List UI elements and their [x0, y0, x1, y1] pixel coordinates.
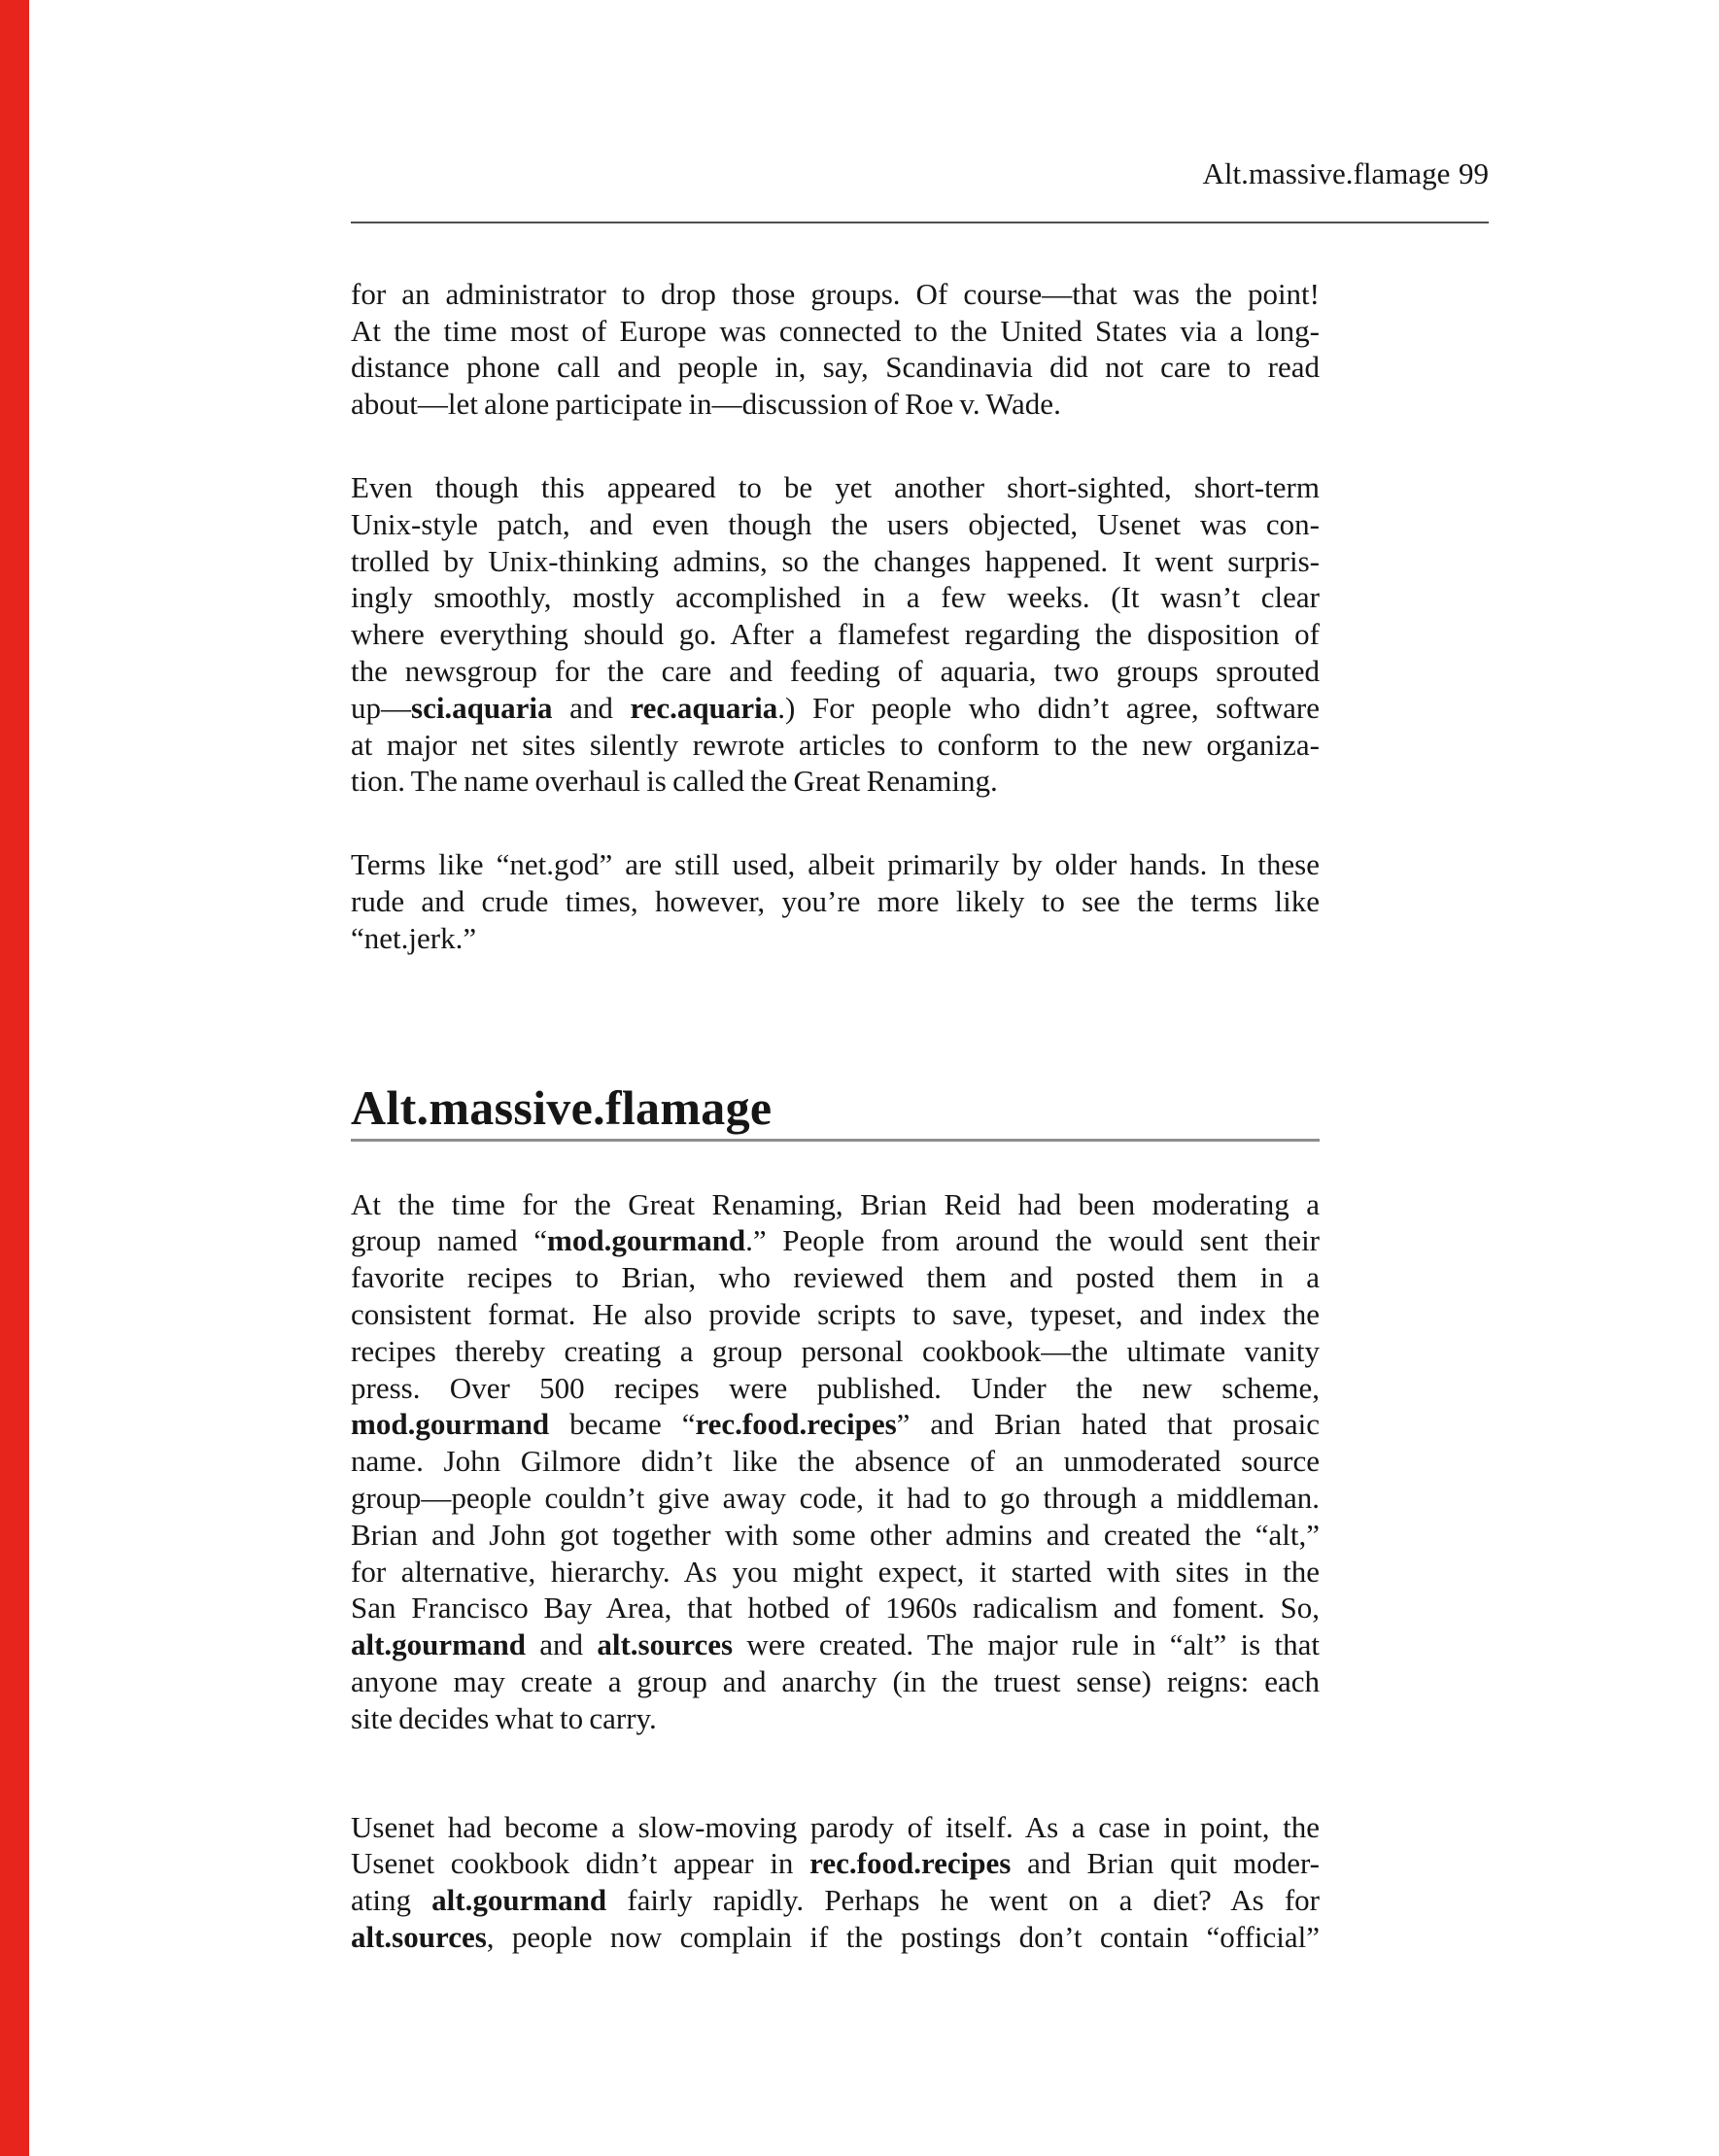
text-line [351, 1663, 1320, 1700]
text-segment: ating [351, 1883, 432, 1918]
text-line [351, 1480, 1320, 1517]
text-segment: distance phone call and people in, say, Scandinavia did not care to read [351, 350, 1320, 385]
text-segment: group named “ [351, 1223, 548, 1258]
section-heading-group [351, 1080, 1320, 1142]
text-segment: group—people couldn’t give away code, it had to go through a middleman. [351, 1480, 1320, 1515]
paragraph [351, 846, 1320, 956]
text-line [351, 1186, 1320, 1223]
text-line [351, 543, 1320, 580]
text-segment: at major net sites silently rewrote articles to conform to the new organiza- [351, 727, 1320, 762]
text-segment: press. Over 500 recipes were published. Under the new scheme, [351, 1370, 1320, 1405]
newsgroup-name: sci.aquaria [411, 690, 553, 725]
text-segment: .) For people who didn’t agree, software [777, 690, 1320, 725]
text-line [351, 763, 1320, 800]
text-line [351, 469, 1320, 506]
text-line [351, 1222, 1320, 1259]
page-content [351, 0, 1489, 1956]
text-segment: site decides what to carry. [351, 1700, 657, 1735]
text-segment: the newsgroup for the care and feeding of aquaria, two groups sprouted [351, 653, 1320, 688]
text-block-before-heading [351, 276, 1320, 957]
text-line [351, 1845, 1320, 1882]
text-line [351, 506, 1320, 543]
newsgroup-name: rec.food.recipes [695, 1407, 897, 1442]
text-segment: for an administrator to drop those groups. Of course—that was the point! [351, 276, 1320, 311]
newsgroup-name: rec.food.recipes [809, 1846, 1012, 1881]
text-segment: favorite recipes to Brian, who reviewed them and posted them in a [351, 1260, 1320, 1295]
text-line [351, 1259, 1320, 1296]
paragraph [351, 1186, 1320, 1737]
text-line [351, 846, 1320, 883]
text-line [351, 616, 1320, 653]
text-segment: , people now complain if the postings don’t contain “official” [486, 1919, 1320, 1954]
text-line [351, 883, 1320, 920]
text-segment: rude and crude times, however, you’re more likely to see the terms like [351, 883, 1320, 918]
text-line [351, 653, 1320, 690]
paragraph [351, 1809, 1320, 1956]
text-segment: and [552, 690, 631, 725]
text-segment: for alternative, hierarchy. As you might expect, it started with sites in the [351, 1554, 1320, 1589]
running-header-title: Alt.massive.flamage [1202, 156, 1451, 190]
section-heading-rule [351, 1139, 1320, 1142]
running-header [351, 155, 1489, 192]
section-heading: Alt.massive.flamage [351, 1079, 773, 1135]
newsgroup-name: alt.gourmand [431, 1883, 607, 1918]
text-line [351, 690, 1320, 727]
text-segment: name. John Gilmore didn’t like the absence of an unmoderated source [351, 1444, 1320, 1479]
text-segment: Usenet had become a slow-moving parody of itself. As a case in point, the [351, 1809, 1320, 1844]
newsgroup-name: alt.sources [351, 1919, 487, 1954]
text-line [351, 1370, 1320, 1407]
text-line [351, 386, 1320, 423]
text-line [351, 1296, 1320, 1333]
text-segment: Even though this appeared to be yet another short-sighted, short-term [351, 469, 1320, 504]
text-segment: were created. The major rule in “alt” is that [733, 1627, 1320, 1662]
paragraph [351, 469, 1320, 800]
newsgroup-name: mod.gourmand [547, 1223, 746, 1258]
header-rule [351, 222, 1489, 223]
text-line [351, 349, 1320, 386]
text-segment: Terms like “net.god” are still used, albeit primarily by older hands. In these [351, 847, 1320, 882]
text-segment: At the time for the Great Renaming, Brian Reid had been moderating a [351, 1186, 1320, 1221]
text-segment: fairly rapidly. Perhaps he went on a diet? As for [606, 1883, 1320, 1918]
text-line [351, 579, 1320, 616]
text-segment: ” and Brian hated that prosaic [896, 1407, 1320, 1442]
text-line [351, 1882, 1320, 1919]
text-line [351, 1443, 1320, 1480]
text-segment: trolled by Unix-thinking admins, so the changes happened. It went surpris- [351, 543, 1320, 578]
text-block-after-heading [351, 1186, 1320, 1956]
text-segment: San Francisco Bay Area, that hotbed of 1960s radicalism and foment. So, [351, 1591, 1320, 1626]
text-line [351, 276, 1320, 313]
text-segment: tion. The name overhaul is called the Great Renaming. [351, 764, 998, 799]
text-segment: and Brian quit moder- [1011, 1846, 1320, 1881]
newsgroup-name: mod.gourmand [351, 1407, 550, 1442]
text-segment: Usenet cookbook didn’t appear in [351, 1846, 810, 1881]
text-line [351, 1406, 1320, 1443]
newsgroup-name: alt.sources [597, 1627, 734, 1662]
text-segment: .” People from around the would sent their [745, 1223, 1320, 1258]
text-segment: about—let alone participate in—discussion of Roe v. Wade. [351, 387, 1061, 422]
text-line [351, 1919, 1320, 1956]
text-line [351, 1809, 1320, 1846]
text-segment: At the time most of Europe was connected to the United States via a long- [351, 313, 1320, 348]
text-segment: where everything should go. After a flamefest regarding the disposition of [351, 617, 1320, 652]
text-line [351, 1590, 1320, 1626]
newsgroup-name: rec.aquaria [630, 690, 778, 725]
paragraph [351, 276, 1320, 423]
text-line [351, 1700, 1320, 1737]
text-segment: Unix-style patch, and even though the users objected, Usenet was con- [351, 506, 1320, 541]
text-segment: consistent format. He also provide scripts to save, typeset, and index the [351, 1296, 1320, 1331]
text-segment: and [526, 1627, 598, 1662]
text-line [351, 1333, 1320, 1370]
text-segment: anyone may create a group and anarchy (in the truest sense) reigns: each [351, 1663, 1320, 1698]
text-segment: Brian and John got together with some other admins and created the “alt,” [351, 1517, 1320, 1552]
newsgroup-name: alt.gourmand [351, 1627, 526, 1662]
text-line [351, 1626, 1320, 1663]
text-line [351, 1517, 1320, 1554]
text-line [351, 727, 1320, 764]
text-segment: “net.jerk.” [351, 920, 477, 955]
text-line [351, 313, 1320, 350]
text-line [351, 920, 1320, 957]
page-number: 99 [1459, 156, 1489, 190]
text-segment: recipes thereby creating a group personal cookbook—the ultimate vanity [351, 1333, 1320, 1368]
page-edge-stripe [0, 0, 29, 2156]
text-segment: ingly smoothly, mostly accomplished in a few weeks. (It wasn’t clear [351, 580, 1320, 615]
text-line [351, 1554, 1320, 1591]
text-segment: up— [351, 690, 411, 725]
text-segment: became “ [549, 1407, 696, 1442]
